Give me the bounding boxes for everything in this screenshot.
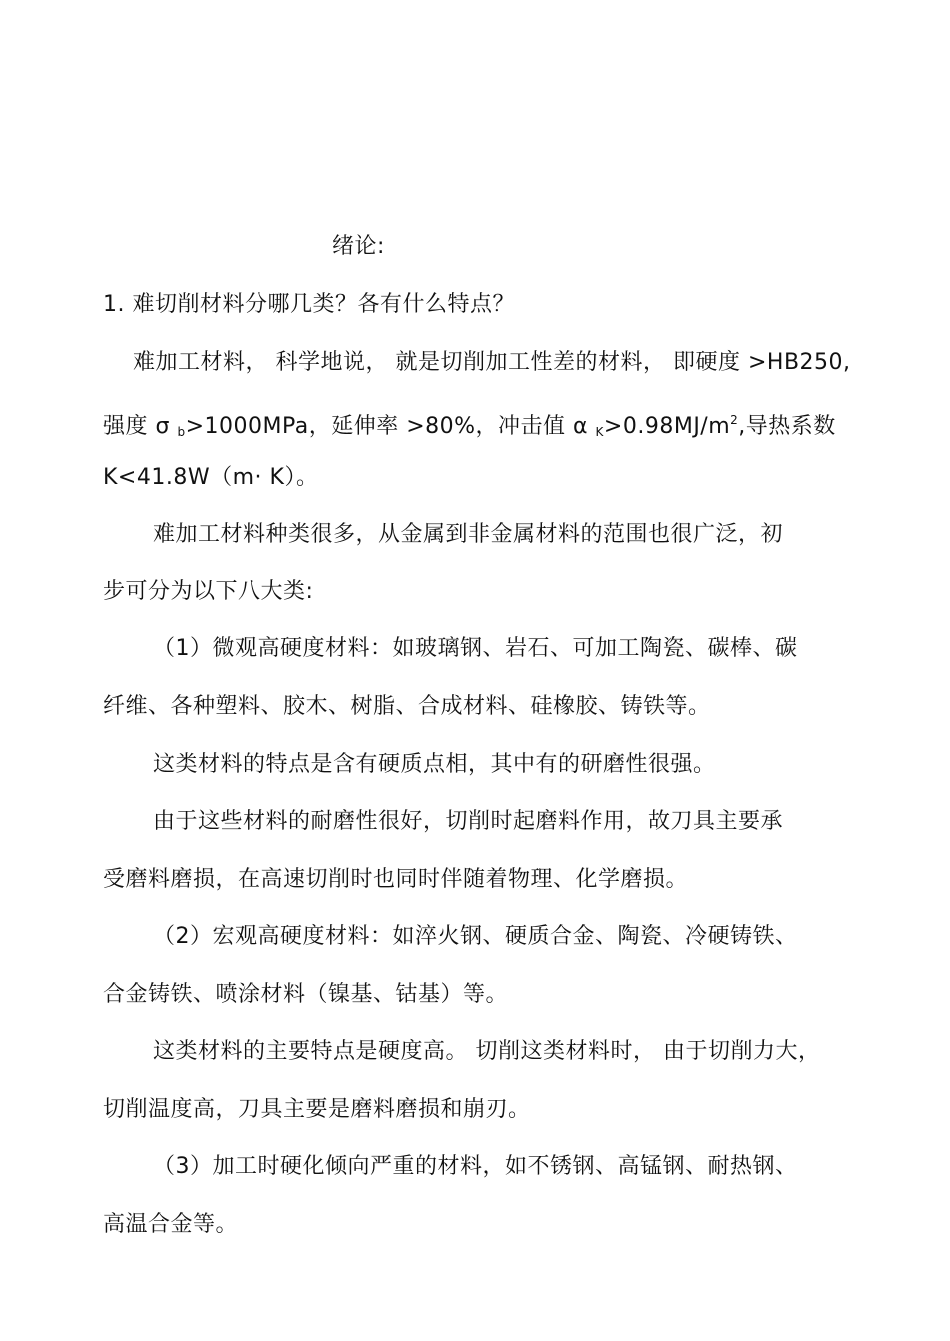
para2-line1: 难加工材料种类很多，从金属到非金属材料的范围也很广泛，初 [153, 522, 784, 547]
item2-line1: （2）宏观高硬度材料：如淬火钢、硬质合金、陶瓷、冷硬铸铁、 [153, 924, 798, 949]
item1-wear-line2: 受磨料磨损，在高速切削时也同时伴随着物理、化学磨损。 [103, 867, 689, 892]
item1-line1: （1）微观高硬度材料：如玻璃钢、岩石、可加工陶瓷、碳棒、碳 [153, 636, 798, 661]
item2-feature-line1: 这类材料的主要特点是硬度高。 切削这类材料时， 由于切削力大， [153, 1039, 821, 1064]
strength-text: 强度 σ [103, 414, 178, 439]
subscript-k: K [595, 425, 604, 439]
conductivity-label: ,导热系数 [738, 414, 836, 439]
item1-feature: 这类材料的特点是含有硬质点相，其中有的研磨性很强。 [153, 752, 716, 777]
superscript-2: 2 [730, 413, 739, 427]
para2-line2: 步可分为以下八大类: [103, 579, 314, 604]
question-heading: 1. 难切削材料分哪几类？各有什么特点？ [103, 292, 515, 317]
item2-feature-line2: 切削温度高，刀具主要是磨料磨损和崩刃。 [103, 1097, 531, 1122]
item3-line2: 高温合金等。 [103, 1212, 239, 1237]
item1-wear-line1: 由于这些材料的耐磨性很好，切削时起磨料作用，故刀具主要承 [153, 809, 784, 834]
para1-line1: 难加工材料， 科学地说， 就是切削加工性差的材料， 即硬度 >HB250, [133, 350, 851, 375]
para1-line3: K<41.8W（m· K）。 [103, 465, 319, 490]
strength-value: >1000MPa，延伸率 >80%，冲击值 α [185, 414, 596, 439]
item2-line2: 合金铸铁、喷涂材料（镍基、钴基）等。 [103, 982, 509, 1007]
para1-line2 [103, 405, 836, 447]
item1-line2: 纤维、各种塑料、胶木、树脂、合成材料、硅橡胶、铸铁等。 [103, 694, 711, 719]
section-heading: 绪论: [332, 234, 385, 259]
impact-value: >0.98MJ/m [603, 414, 731, 439]
item3-line1: （3）加工时硬化倾向严重的材料，如不锈钢、高锰钢、耐热钢、 [153, 1154, 798, 1179]
subscript-b: b [177, 425, 186, 439]
